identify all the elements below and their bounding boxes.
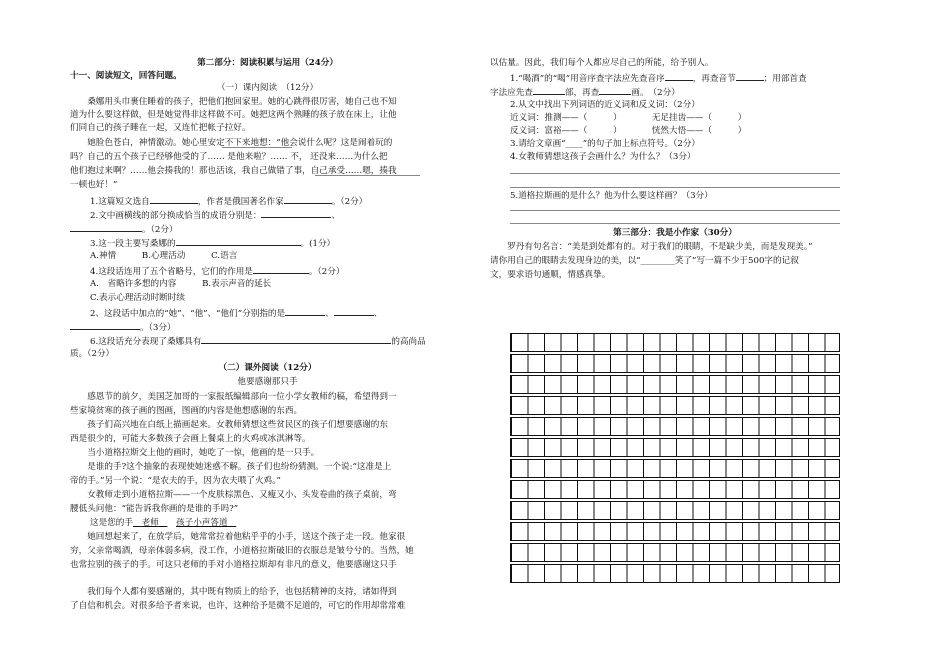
passage3-line: 她回想起来了，在放学后，她常常拉着他粘乎乎的小手，送这个孩子走一段。他家很 (70, 532, 406, 542)
question-5: 2、这段话中加点的“她”、“他”、“他们”分别指的是 、 、 (90, 306, 382, 320)
question-2-cont: 。（2分） (70, 222, 178, 236)
answer-blank[interactable] (284, 194, 332, 204)
passage4-line: 了自信和机会。对很多给予者来说，也许，这种给予是微不足道的，可它的作用却常常难 (70, 601, 406, 611)
r-question-1: 1.“喝酒”的“喝”用音序查字法应先查音序 ，再查音节 ；用部首查 (510, 71, 807, 85)
question-5-cont: 。（3分） (70, 320, 176, 334)
answer-blank[interactable] (261, 208, 331, 218)
passage2-line: 感恩节的前夕，美国芝加哥的一家报纸编辑部向一位小学女教师约稿，希望得到一 (70, 392, 397, 402)
passage2-line: 孩子们高兴地在白纸上描画起来。女教师猜想这些贫民区的孩子们想要感谢的东 (70, 420, 388, 430)
q11-title: 十一、阅读短文，回答问题。 (70, 71, 182, 81)
answer-blank[interactable] (176, 236, 301, 246)
question-6: 6.这段话充分表现了桑娜具有 的高尚品 (90, 334, 426, 348)
passage3-line: 也常拉别的孩子的手。可这只老师的手对小道格拉斯却有非凡的意义，他要感谢这只手 (70, 560, 397, 570)
question-4: 4.这段话连用了五个省略号，它们的作用是 。（2分） (90, 264, 344, 278)
essay-prompt-line: 请你用自己的眼睛去发现身边的美，以“________笑了”写一篇不少于500字的记叙 (490, 256, 799, 266)
writing-grid-row[interactable] (510, 417, 840, 436)
antonym-row: 反义词：富裕——（ ） 恍然大悟——（ ） (510, 126, 747, 136)
outclass-title: （二）课外阅读（12分） (218, 363, 317, 373)
passage1-line: 桑娜用头巾裹住睡着的孩子，把他们抱回家里。她的心跳得很厉害，她自己也不知 (70, 97, 397, 107)
answer-line[interactable] (510, 210, 840, 211)
synonym-row: 近义词：推测——（ ） 无足挂齿——（ ） (510, 113, 747, 123)
writing-grid-row[interactable] (510, 396, 840, 415)
question-3: 3.这一段主要写桑娜的 。(1分） (90, 236, 335, 250)
answer-blank[interactable] (70, 222, 142, 232)
passage-continuation: 以估量。因此，我们每个人都应尽自己的所能，给予别人。 (490, 58, 714, 68)
answer-blank[interactable] (599, 85, 631, 95)
writing-grid-row[interactable] (510, 564, 840, 583)
answer-blank[interactable] (533, 85, 565, 95)
writing-grid-row[interactable] (510, 438, 840, 457)
passage1-line: 他们抱过来啊？……他会揍我的！那也活该，我自己做错了事，自己承受……嗯，揍我 (70, 166, 397, 176)
writing-grid-row[interactable] (510, 501, 840, 520)
part3-title: 第三部分：我是小作家（30分） (613, 228, 737, 238)
underline-mark (222, 147, 292, 148)
passage1-line: 一顿也好！” (70, 180, 118, 190)
passage2-line: 女教师走到小道格拉斯——一个皮肤棕黑色、又瘦又小、头发卷曲的孩子桌前，弯 (70, 490, 397, 500)
answer-line[interactable] (510, 223, 840, 224)
r-question-2: 2.从文中找出下列词语的近义词和反义词：（2分） (510, 100, 700, 110)
inclass-title: （一）课内阅读 （12分） (216, 83, 319, 93)
essay-prompt-line: 罗丹有句名言：“美是到处都有的。对于我们的眼睛，不是缺少美，而是发现美。” (490, 242, 813, 252)
r-question-1-cont: 字法应先查 部，再查 画。 （2分） (490, 85, 680, 99)
underline-mark (315, 175, 420, 176)
passage4-line: 我们每个人都有要感谢的，其中既有物质上的给予，也包括精神的支持，诸如得到 (70, 587, 397, 597)
passage1-line: 她脸色苍白，神情激动。她心里安定不下来地想：“他会说什么呢？这是闹着玩的 (70, 138, 393, 148)
r-question-3: 3.请给文章画“____”的句子加上标点符号。（2分） (510, 139, 701, 149)
part2-title: 第二部分：阅读积累与运用（24分） (197, 58, 338, 68)
answer-blank[interactable] (736, 71, 764, 81)
answer-blank[interactable] (334, 306, 374, 316)
passage2-line: 当小道格拉斯交上他的画时，她吃了一惊，他画的是一只手。 (70, 448, 320, 458)
passage3-line: 穷，父亲常喝酒，母亲体弱多病，没工作，小道格拉斯破旧的衣服总是皱兮兮的。当然，她 (70, 546, 414, 556)
passage2-line: 帝的手。”另一个说：“是农夫的手，因为农夫喂了火鸡。” (70, 476, 281, 486)
answer-line[interactable] (510, 187, 840, 188)
question-4-options: A. 省略许多想的内容 B.表示声音的延长 (90, 279, 272, 289)
r-question-4: 4.女教师猜想这孩子会画什么？为什么？（3分） (510, 152, 696, 162)
writing-grid-row[interactable] (510, 459, 840, 478)
passage1-line: 们同自己的孩子睡在一起，又连忙把帐子拉好。 (70, 123, 251, 133)
question-6-cont: 质。（2分） (70, 349, 115, 359)
question-1: 1.这篇短文选自 ，作者是俄国著名作家 。（2分） (90, 194, 367, 208)
answer-blank[interactable] (150, 194, 198, 204)
answer-line[interactable] (510, 173, 840, 174)
answer-blank[interactable] (665, 71, 693, 81)
question-2: 2.文中画横线的部分换成恰当的成语分别是： 、 (90, 208, 340, 222)
question-3-options: A.神情 B.心理活动 C.语言 (90, 251, 238, 261)
writing-grid-row[interactable] (510, 522, 840, 541)
passage2-line: 腰低头问他：“能告诉我你画的是谁的手吗?” (70, 504, 239, 514)
passage1-line: 道为什么要这样做，但是她觉得非这样做不可。她把这两个熟睡的孩子放在床上，让他 (70, 110, 397, 120)
writing-grid-row[interactable] (510, 354, 840, 373)
answer-blank[interactable] (70, 320, 140, 330)
answer-blank[interactable] (201, 334, 391, 344)
answer-blank[interactable] (253, 264, 309, 274)
article-title: 他要感谢那只手 (237, 377, 298, 387)
writing-grid-row[interactable] (510, 543, 840, 562)
writing-grid-row[interactable] (510, 480, 840, 499)
writing-grid-row[interactable] (510, 375, 840, 394)
dialog-line: 这是您的手 老师 孩子小声答道 (90, 518, 228, 528)
r-question-5: 5.道格拉斯画的是什么？他为什么要这样画？（3分） (510, 191, 713, 201)
passage2-line: 些家境贫寒的孩子画的图画，图画的内容是他想感谢的东西。 (70, 406, 303, 416)
writing-grid-row[interactable] (510, 333, 840, 352)
essay-prompt-line: 文，要求语句通顺，情感真挚。 (490, 270, 611, 280)
passage2-line: 西是很少的，可能大多数孩子会画上餐桌上的火鸡或冰淇淋等。 (70, 434, 311, 444)
question-4-options: C.表示心理活动时断时续 (90, 293, 185, 303)
answer-blank[interactable] (285, 306, 325, 316)
passage2-line: 是谁的手?这个抽象的表现使她迷惑不解。孩子们也纷纷猜测。一个说:“这准是上 (70, 462, 392, 472)
passage1-line: 吗？自己的五个孩子已经够他受的了…… 是他来啦？…… 不， 还没来……为什么把 (70, 152, 388, 162)
